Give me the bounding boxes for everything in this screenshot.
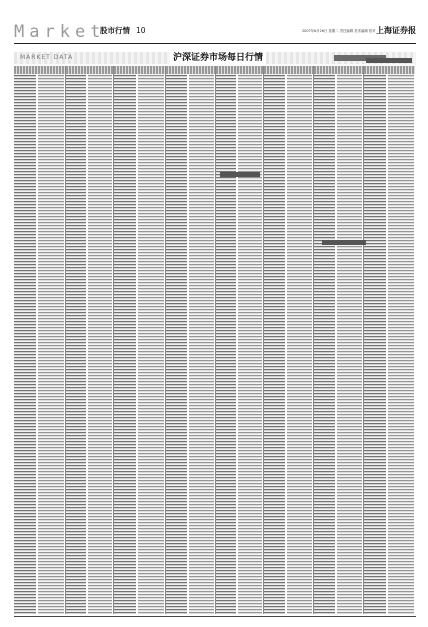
quote-column-header — [364, 66, 415, 74]
quote-column-names — [364, 66, 386, 614]
quote-column-names — [66, 66, 86, 614]
brand-word: Market — [14, 22, 106, 42]
section-subheader — [322, 240, 366, 245]
banner-left-text: MARKET DATA — [20, 54, 74, 61]
quote-column — [364, 66, 415, 614]
column-divider — [215, 66, 216, 614]
quote-column-names — [216, 66, 236, 614]
quote-column-header — [14, 66, 65, 74]
section-label: 股市行情 — [100, 26, 130, 35]
quote-column — [216, 66, 263, 614]
quote-column — [314, 66, 363, 614]
quote-column-values — [388, 66, 414, 614]
quote-column-names — [166, 66, 187, 614]
quote-column — [66, 66, 113, 614]
quote-column-header — [66, 66, 113, 74]
column-divider — [113, 66, 114, 614]
issue-info: 2007年6月26日 星期二 责任编辑 美术编辑 校对 — [302, 29, 376, 33]
section-subheader — [220, 172, 260, 177]
quote-column-header — [264, 66, 313, 74]
footer-rule — [14, 616, 416, 617]
market-banner — [14, 52, 416, 64]
quote-column-header — [314, 66, 363, 74]
quote-column — [166, 66, 215, 614]
column-divider — [363, 66, 364, 614]
quote-column — [264, 66, 313, 614]
column-divider — [263, 66, 264, 614]
quote-column-values — [189, 66, 214, 614]
quote-column-header — [114, 66, 165, 74]
quote-column — [114, 66, 165, 614]
header-rule — [14, 43, 416, 44]
masthead-logo: 上海证券报 — [376, 25, 416, 35]
banner-title: 沪深证券市场每日行情 — [170, 52, 266, 64]
quote-column-names — [314, 66, 335, 614]
quote-column-values — [238, 66, 262, 614]
quote-column — [14, 66, 65, 614]
column-divider — [65, 66, 66, 614]
page-number: 10 — [136, 26, 146, 35]
quote-column-names — [114, 66, 136, 614]
quote-column-values — [287, 66, 312, 614]
page-header — [14, 22, 416, 42]
section-subheader — [366, 58, 412, 63]
quote-column-values — [337, 66, 362, 614]
column-divider — [313, 66, 314, 614]
quote-column-values — [88, 66, 112, 614]
quote-column-values — [138, 66, 164, 614]
quote-column-header — [166, 66, 215, 74]
quote-column-names — [14, 66, 36, 614]
quote-column-header — [216, 66, 263, 74]
quote-column-values — [38, 66, 64, 614]
quote-column-names — [264, 66, 285, 614]
column-divider — [165, 66, 166, 614]
